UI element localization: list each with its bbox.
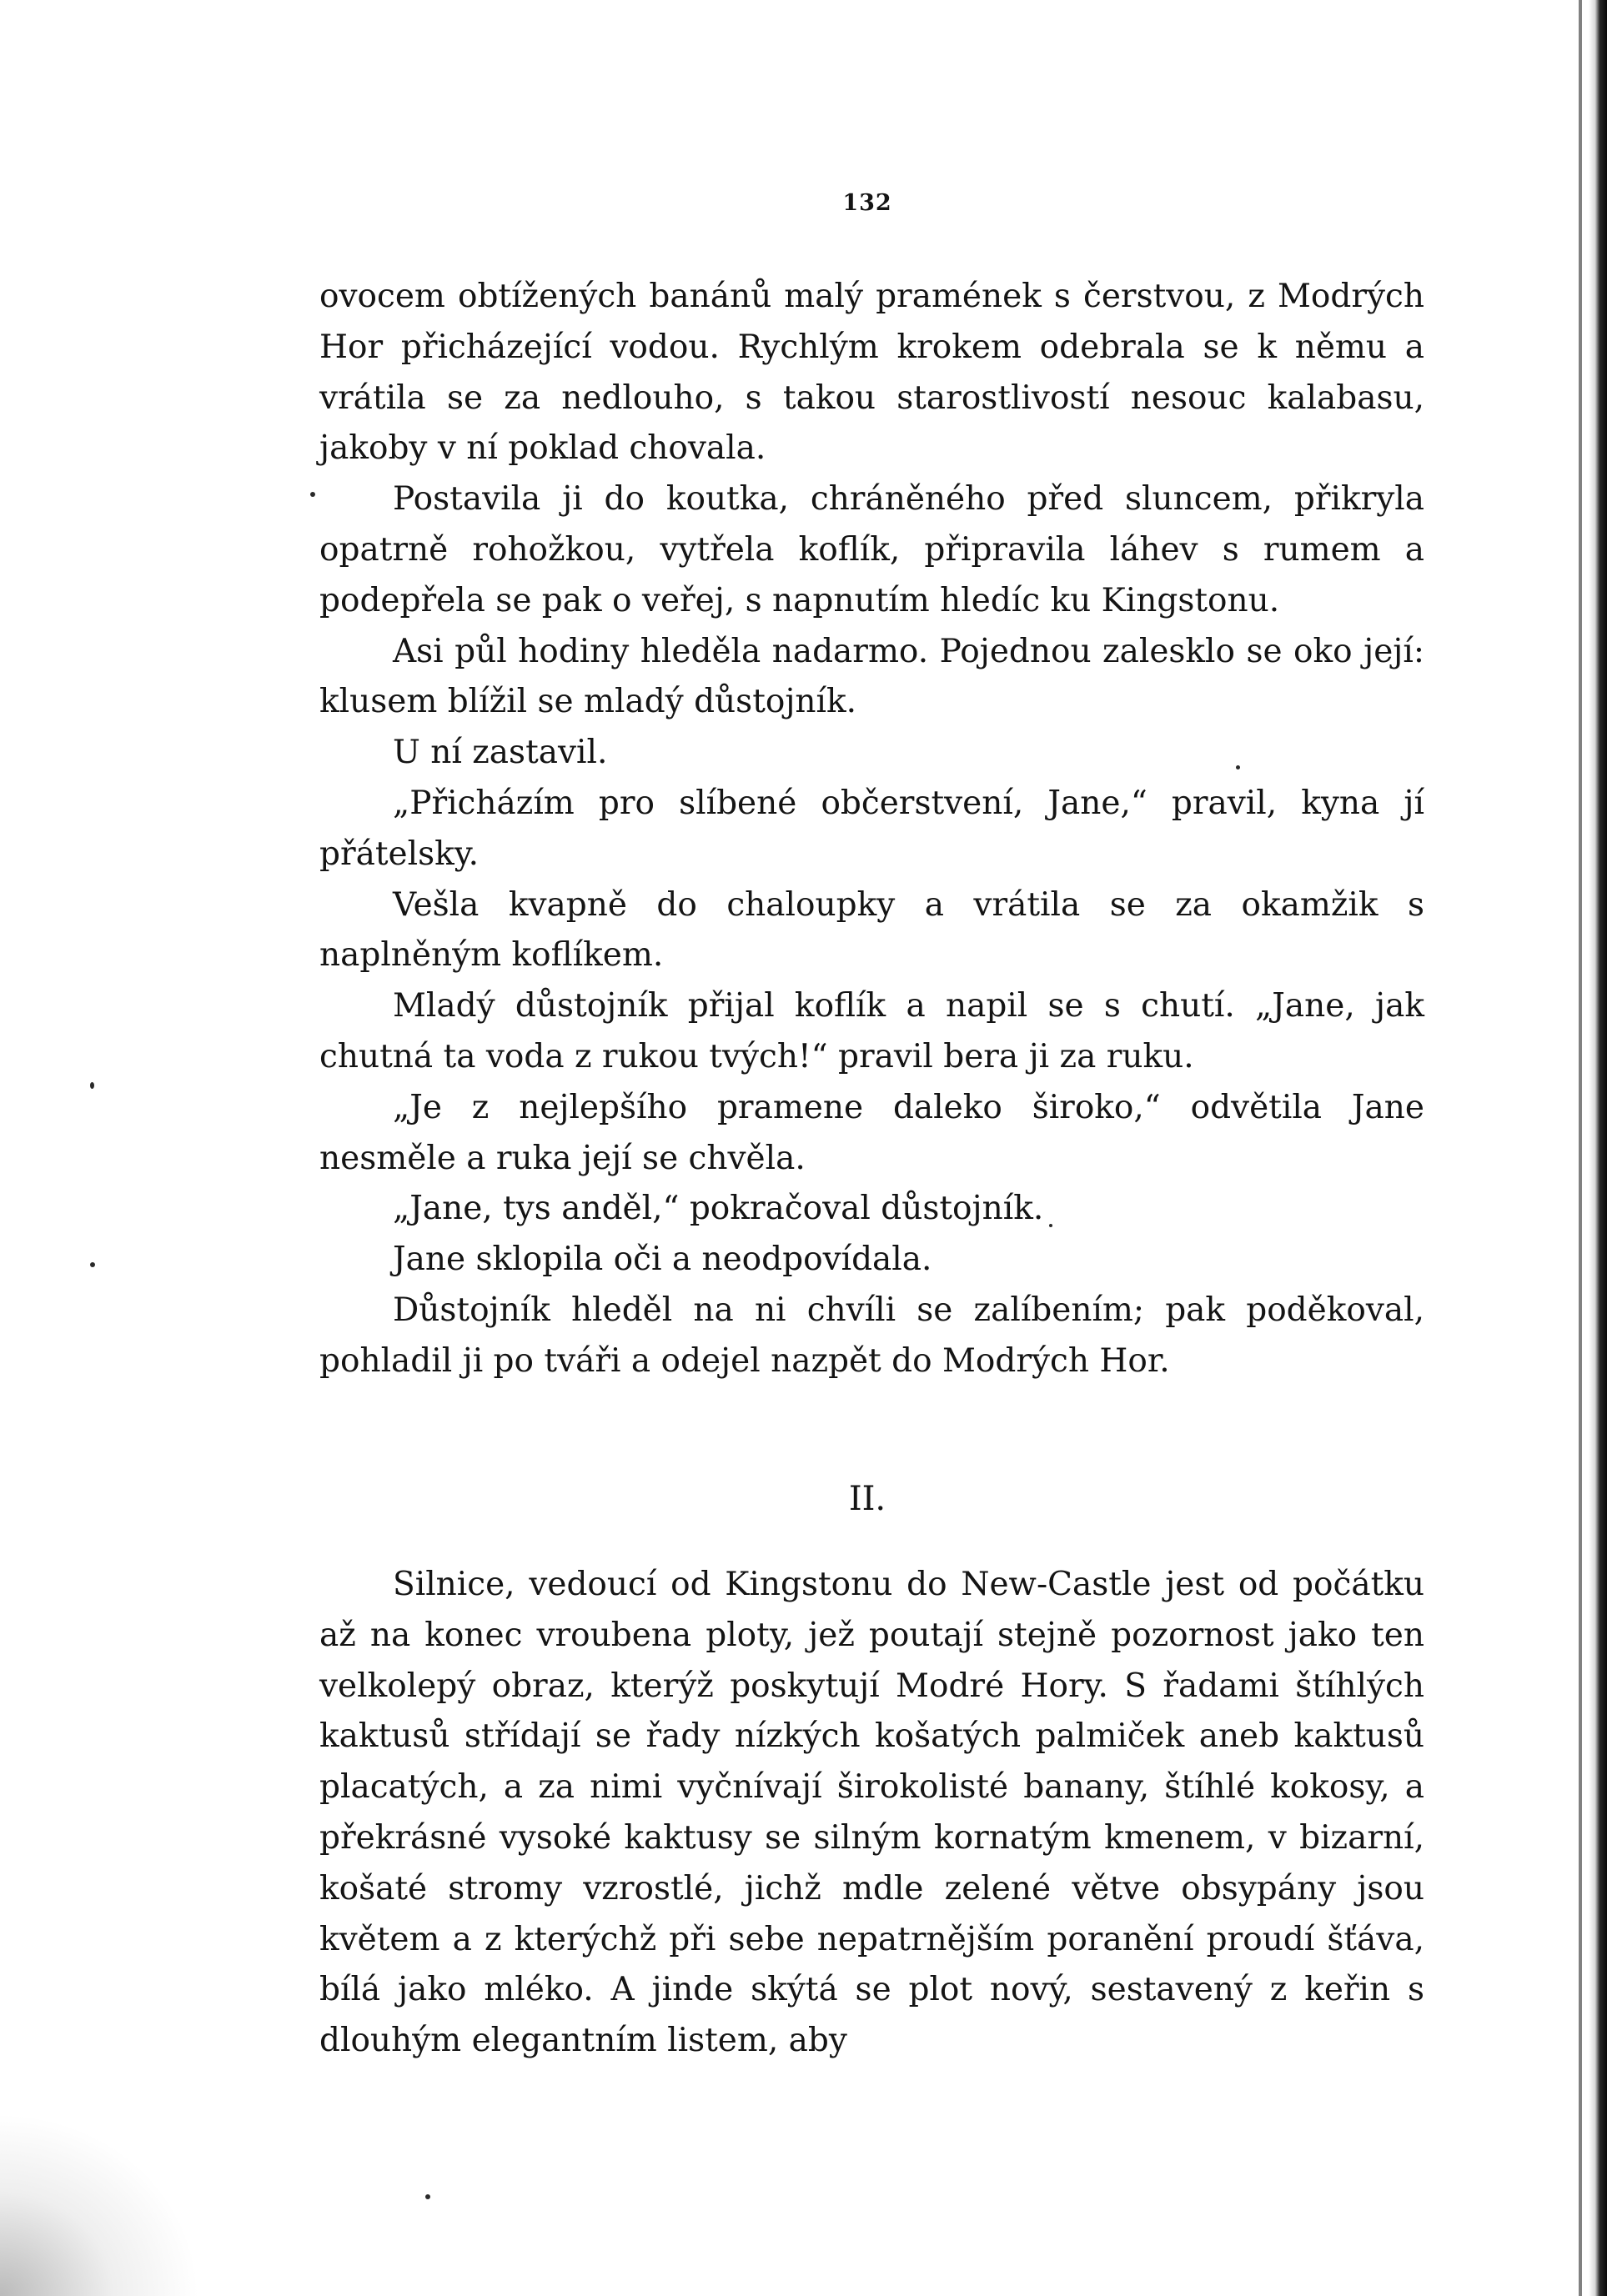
paragraph: Mladý důstojník přijal koflík a napil se s chutí. „Jane, jak chutná ta voda z rukou tvých!“ pravil bera ji za ruku. [319, 987, 1424, 1075]
page-edge-shadow [1589, 0, 1607, 2296]
paragraph: „Je z nejlepšího pramene daleko široko,“ odvětila Jane nesměle a ruka její se chvěla. [319, 1088, 1424, 1177]
section-heading: II. [848, 1480, 886, 1518]
page-number: 132 [842, 190, 892, 216]
binding-line [1579, 0, 1582, 2296]
paragraph: Důstojník hleděl na ni chvíli se zalíbením; pak poděkoval, pohladil ji po tváři a odejel nazpět do Modrých Hor. [319, 1291, 1424, 1380]
ink-speck [90, 1262, 95, 1267]
paragraph: ovocem obtížených banánů malý pramének s čerstvou, z Modrých Hor přicházející vodou. Rychlým krokem odebrala se k němu a vrátila se za nedlouho, s takou starostlivostí nesouc kalabasu, jakoby v ní poklad chovala. [319, 278, 1424, 468]
paragraph: Silnice, vedoucí od Kingstonu do New-Castle jest od počátku až na konec vroubena ploty, jež poutají stejně pozornost jako ten velkolepý obraz, kterýž poskytují Modré Hory. S řadami štíhlých kaktusů střídají se řady nízkých košatých palmiček aneb kaktusů placatých, a za nimi vyčnívají širokolisté banany, štíhlé kokosy, a překrásné vysoké kaktusy se silným kornatým kmenem, v bizarní, košaté stromy vzrostlé, jichž mdle zelené větve obsypány jsou květem a z kterýchž při sebe nepatrnějším poranění proudí šťáva, bílá jako mléko. A jinde skýtá se plot nový, sestavený z keřin s dlouhým elegantním listem, aby [319, 1566, 1424, 2060]
text-block-before [319, 272, 1424, 1387]
paragraph: Asi půl hodiny hleděla nadarmo. Pojednou zalesklo se oko její: klusem blížil se mladý důstojník. [319, 632, 1424, 721]
ink-speck [90, 1082, 94, 1089]
paragraph: Jane sklopila oči a neodpovídala. [393, 1241, 932, 1279]
text-block-after [319, 1560, 1424, 2067]
paragraph: Vešla kvapně do chaloupky a vrátila se za okamžik s naplněným koflíkem. [319, 885, 1424, 975]
paragraph: „Přicházím pro slíbené občerstvení, Jane,“ pravil, kyna jí přátelsky. [319, 784, 1424, 873]
ink-speck [425, 2194, 430, 2199]
paragraph: „Jane, tys anděl,“ pokračoval důstojník. [393, 1190, 1044, 1228]
paragraph: U ní zastavil. [393, 734, 608, 772]
ink-speck [310, 492, 315, 497]
paragraph: Postavila ji do koutka, chráněného před sluncem, přikryla opatrně rohožkou, vytřela koflík, připravila láhev s rumem a podepřela se pak o veřej, s napnutím hledíc ku Kingstonu. [319, 480, 1424, 619]
corner-smudge [0, 2113, 200, 2296]
